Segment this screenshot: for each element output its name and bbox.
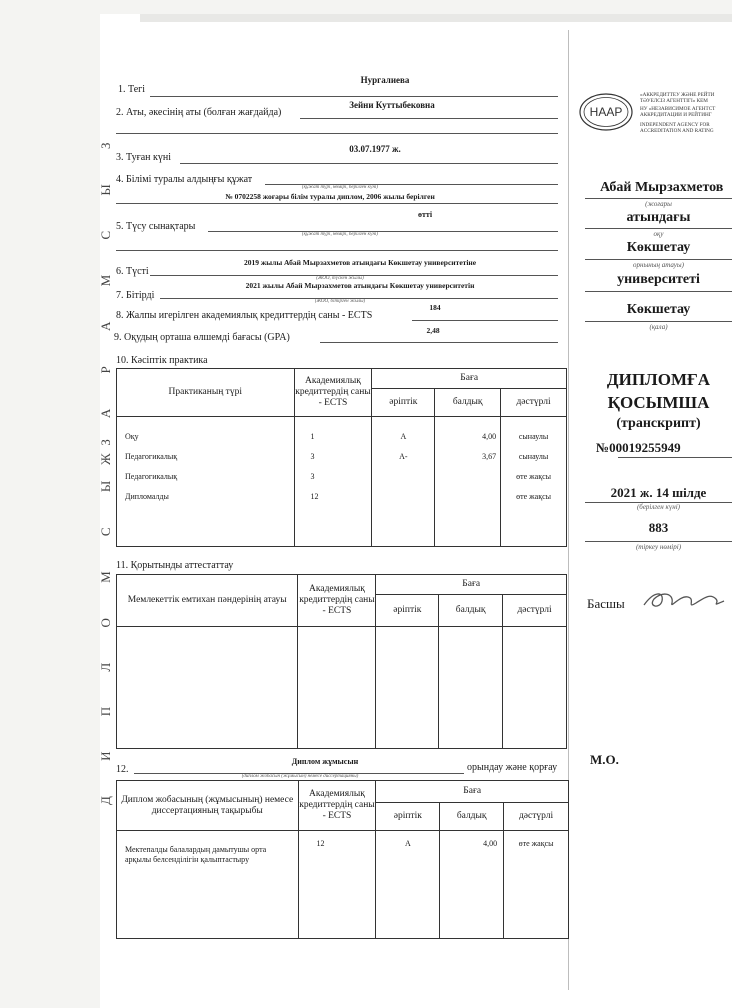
underline	[585, 291, 732, 292]
vertical-label-bottom: Д И П Л О М С Ы З	[98, 423, 113, 805]
field-surname-value: Нургалиева	[360, 75, 410, 85]
thesis-trad: өте жақсы	[504, 831, 569, 939]
field-entrance-caption: (құжат түрі, нөмірі, берілген күні)	[302, 232, 378, 237]
signature-icon	[640, 585, 728, 615]
underline	[585, 321, 732, 322]
field-admitted-value: 2019 жылы Абай Мырзахметов атындағы Көкшетау университетіне	[243, 258, 477, 267]
underline	[300, 118, 558, 119]
table-cell: 3,67	[482, 452, 497, 461]
caption-institution: орнының атауы)	[633, 261, 684, 269]
thesis-points: 4,00	[440, 831, 504, 939]
thesis-letter: A	[376, 831, 440, 939]
field-birthdate-value: 03.07.1977 ж.	[349, 144, 401, 154]
practice-col-points	[435, 417, 501, 547]
table-cell	[503, 627, 567, 749]
field-prev-doc-value: № 0702258 жоғары білім туралы диплом, 2006 жылы берілген	[225, 192, 435, 201]
university-word: университеті	[617, 272, 700, 287]
thesis-header-grade: Баға	[376, 781, 569, 803]
field-graduated-value: 2021 жылы Абай Мырзахметов атындағы Көкшетау университетін	[245, 281, 475, 290]
underline	[585, 541, 732, 542]
practice-header-grade: Баға	[372, 369, 567, 389]
doc-title-1: ДИПЛОМҒА	[606, 370, 711, 389]
logo-mark: НААР	[589, 105, 623, 119]
issue-date: 2021 ж. 14 шілде	[610, 485, 707, 500]
field-credits-value: 184	[429, 303, 441, 312]
field-entrance-value: өтті	[417, 210, 433, 219]
field-birthdate-label: 3. Туған күні	[116, 152, 171, 163]
thesis-table	[116, 780, 569, 939]
thesis-header-topic: Диплом жобасының (жұмысының) немесе диссертацияның тақырыбы	[117, 781, 299, 831]
seal-place-label: М.О.	[590, 752, 619, 767]
thesis-suffix: орындау және қорғау	[467, 762, 558, 773]
underline	[585, 259, 732, 260]
field-prev-doc-label: 4. Білімі туралы алдыңғы құжат	[116, 174, 253, 185]
practice-col-credits	[294, 417, 372, 547]
caption-registration: (тіркеу нөмірі)	[635, 543, 682, 551]
table-cell: сынаулы	[518, 432, 549, 441]
underline	[150, 96, 558, 97]
table-cell: 3	[310, 472, 315, 481]
attestation-header-credits: Академиялық кредиттердің саны - ECTS	[298, 575, 376, 627]
registration-number: 883	[648, 520, 669, 535]
underline	[585, 198, 732, 199]
practice-header-type: Практиканың түрі	[117, 369, 295, 417]
practice-col-type	[117, 417, 295, 547]
attestation-header-trad: дәстүрлі	[503, 595, 567, 627]
field-credits-label: 8. Жалпы игерілген академиялық кредиттердің саны - ECTS	[116, 310, 373, 321]
table-row: Оқу	[125, 432, 139, 441]
thesis-header-points: балдық	[440, 803, 504, 831]
practice-title: 10. Кәсіптік практика	[116, 355, 208, 366]
table-cell: A	[400, 432, 407, 441]
practice-header-credits: Академиялық кредиттердің саны - ECTS	[294, 369, 372, 417]
table-cell	[117, 627, 298, 749]
table-row: Педагогикалық	[125, 452, 178, 461]
caption-edu: оқу	[653, 230, 664, 238]
table-row: Педагогикалық	[125, 472, 178, 481]
logo-line-1: «АККРЕДИТТЕУ ЖӘНЕ РЕЙТИ	[640, 92, 715, 98]
named-after: атындағы	[626, 210, 691, 225]
logo-line-6: ACCREDITATION AND RATING	[640, 128, 714, 134]
scan-edge	[140, 14, 732, 22]
field-gpa-value: 2,48	[426, 326, 440, 335]
underline	[320, 342, 558, 343]
attestation-header-letter: әріптік	[376, 595, 439, 627]
table-cell: 4,00	[482, 432, 497, 441]
logo-line-3: НУ «НЕЗАВИСИМОЕ АГЕНТСТ	[640, 106, 716, 112]
field-graduated-label: 7. Бітірді	[116, 290, 155, 301]
table-row: Дипломалды	[125, 492, 169, 501]
underline	[116, 203, 558, 204]
underline	[116, 250, 558, 251]
underline	[412, 320, 558, 321]
field-name-label: 2. Аты, әкесінің аты (болған жағдайда)	[116, 107, 282, 118]
caption-higher: (жоғары	[645, 200, 672, 208]
city-name-1: Көкшетау	[626, 240, 691, 255]
table-cell: 1	[310, 432, 315, 441]
logo-line-5: INDEPENDENT AGENCY FOR	[640, 122, 710, 128]
practice-header-points: балдық	[435, 389, 501, 417]
logo-line-4: АККРЕДИТАЦИИ И РЕЙТИНГ	[640, 112, 712, 118]
university-name: Абай Мырзахметов	[600, 180, 724, 195]
attestation-header-points: балдық	[439, 595, 503, 627]
underline	[180, 163, 558, 164]
caption-issue-date: (берілген күні)	[636, 503, 681, 511]
table-cell: өте жақсы	[516, 492, 552, 501]
thesis-header-trad: дәстүрлі	[504, 803, 569, 831]
underline	[618, 457, 732, 458]
thesis-header-letter: әріптік	[376, 803, 440, 831]
field-name-value: Зейни Куттыбековна	[349, 100, 435, 110]
underline	[585, 228, 732, 229]
doc-title-2: ҚОСЫМША	[607, 393, 710, 412]
table-cell: A-	[399, 452, 408, 461]
table-cell: 12	[310, 492, 319, 501]
table-cell	[376, 627, 439, 749]
thesis-caption: (диплом жобасын (жұмысын) немесе диссертацияны)	[241, 774, 359, 779]
practice-col-trad	[501, 417, 567, 547]
field-entrance-label: 5. Түсу сынақтары	[116, 221, 196, 232]
table-cell	[439, 627, 503, 749]
table-cell: 3	[310, 452, 315, 461]
field-admitted-label: 6. Түсті	[116, 266, 149, 277]
city-name-2: Көкшетау	[626, 302, 691, 317]
attestation-table	[116, 574, 567, 749]
thesis-credits: 12	[298, 831, 376, 939]
field-admitted-caption: (ЖОО, түскен жылы)	[316, 276, 364, 281]
table-cell	[298, 627, 376, 749]
doc-title-3: (транскрипт)	[616, 416, 701, 431]
field-surname-label: 1. Тегі	[118, 84, 146, 95]
logo-line-2: ТӘУЕЛСІЗ АГЕНТТІГІ» КЕМ	[640, 98, 708, 104]
vertical-label-top: Ж А Р А М С Ы З	[98, 126, 113, 465]
practice-header-trad: дәстүрлі	[501, 389, 567, 417]
thesis-topic: Мектепалды балалардың дамытушы орта арқылы белсенділігін қалыптастыру	[117, 831, 299, 939]
practice-table	[116, 368, 567, 547]
naar-logo-icon	[578, 92, 634, 132]
practice-header-letter: әріптік	[372, 389, 435, 417]
underline	[116, 133, 558, 134]
transcript-number: №00019255949	[596, 440, 681, 455]
field-gpa-label: 9. Оқудың орташа өлшемді бағасы (GPA)	[114, 332, 290, 343]
table-cell: өте жақсы	[516, 472, 552, 481]
table-cell: сынаулы	[518, 452, 549, 461]
attestation-header-grade: Баға	[376, 575, 567, 595]
attestation-header-exam: Мемлекеттік емтихан пәндерінің атауы	[117, 575, 298, 627]
head-label: Басшы	[587, 596, 625, 611]
field-graduated-caption: (ЖОО, бітірген жылы)	[314, 299, 366, 304]
thesis-number: 12.	[116, 764, 129, 775]
caption-city: (қала)	[649, 323, 668, 331]
thesis-header-credits: Академиялық кредиттердің саны - ECTS	[298, 781, 376, 831]
attestation-title: 11. Қорытынды аттестаттау	[116, 560, 234, 571]
thesis-value: Диплом жұмысын	[291, 757, 359, 766]
field-prev-doc-caption: (құжат түрі, нөмірі, берілген күні)	[302, 185, 378, 190]
practice-col-letter	[372, 417, 435, 547]
